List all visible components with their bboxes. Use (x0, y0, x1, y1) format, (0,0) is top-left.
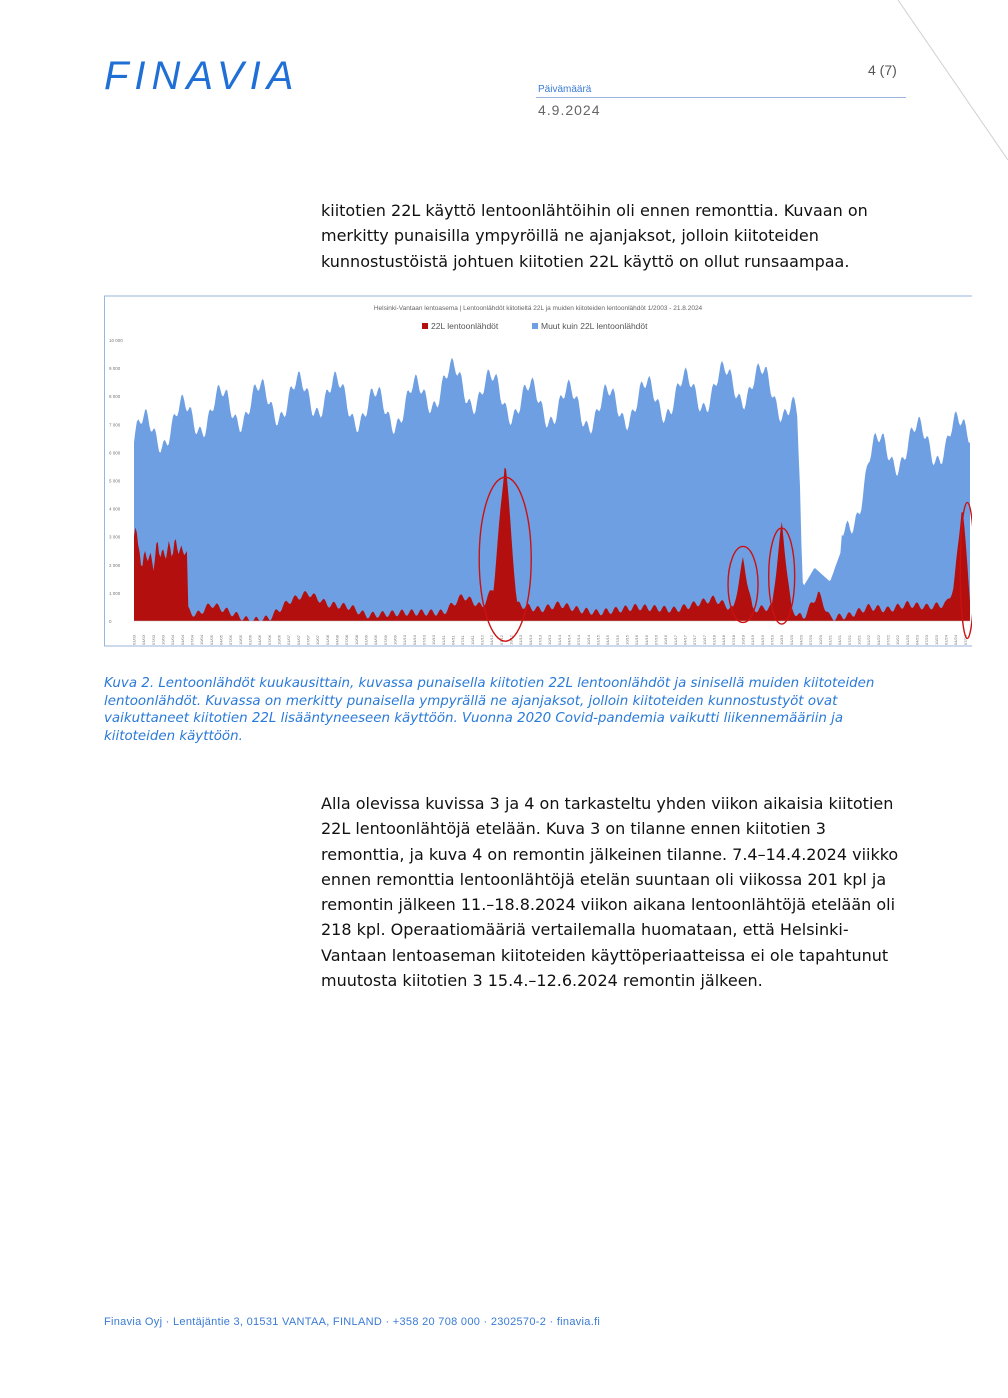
x-tick-label: 10/04 (199, 634, 205, 645)
x-tick-label: 04/23 (914, 634, 920, 645)
x-tick-label: 04/22 (875, 634, 881, 645)
x-tick-label: 04/18 (721, 634, 727, 645)
x-tick-label: 01/07 (286, 634, 292, 645)
legend-label-other: Muut kuin 22L lentoonlähdöt (541, 321, 648, 331)
x-tick-label: 01/12 (479, 634, 485, 645)
x-tick-label: 04/11 (450, 635, 456, 645)
figure-caption: Kuva 2. Lentoonlähdöt kuukausittain, kuvassa punaisella kiitotien 22L lentoonlähdöt ja sinisellä muiden kiitoteiden lentoonlähdöt. Kuvassa on merkitty punaisella ympyrällä ne ajanjaksot, jolloin kiitoteiden kunnostustyöt ovat vaikuttaneet kiitotien 22L lisääntyneeseen käyttöön. Vuonna 2020 Covid-pandemia vaikutti liikennemääriin ja kiitoteiden käyttöön. (104, 676, 875, 744)
x-tick-label: 01/13 (518, 634, 524, 645)
x-tick-label: 01/05 (208, 634, 214, 645)
x-tick-label: 10/19 (779, 634, 785, 645)
x-tick-label: 07/21 (846, 634, 852, 645)
x-tick-label: 10/07 (315, 634, 321, 645)
x-tick-label: 07/13 (537, 634, 543, 645)
x-tick-label: 07/03 (150, 634, 156, 645)
x-tick-label: 01/10 (402, 634, 408, 645)
x-tick-label: 04/10 (411, 634, 417, 645)
x-tick-label: 04/15 (605, 634, 611, 645)
x-tick-label: 01/17 (672, 634, 678, 645)
x-tick-label: 07/08 (344, 634, 350, 645)
y-tick-label: 8 000 (109, 394, 121, 400)
x-tick-label: 07/15 (614, 634, 620, 645)
x-tick-label: 01/21 (827, 634, 833, 645)
x-tick-label: 01/16 (634, 634, 640, 645)
x-tick-label: 01/15 (595, 634, 601, 645)
departures-chart (104, 295, 972, 647)
x-tick-label: 10/22 (895, 634, 901, 645)
x-tick-label: 10/17 (701, 634, 707, 645)
y-tick-label: 7 000 (109, 422, 121, 428)
x-tick-label: 04/04 (179, 634, 185, 645)
y-tick-label: 3 000 (109, 534, 121, 540)
header-rule (536, 97, 906, 98)
y-tick-label: 5 000 (109, 478, 121, 484)
x-tick-label: 10/05 (237, 634, 243, 645)
legend-swatch-other (532, 323, 538, 329)
x-tick-label: 01/20 (788, 634, 794, 645)
y-tick-label: 4 000 (109, 506, 121, 512)
x-tick-label: 07/14 (576, 634, 582, 645)
x-tick-label: 10/15 (624, 634, 630, 645)
x-tick-label: 04/05 (218, 634, 224, 645)
x-tick-label: 10/20 (817, 634, 823, 645)
x-tick-label: 07/05 (228, 634, 234, 645)
legend-swatch-22l (422, 323, 428, 329)
page-number: 4 (7) (868, 62, 897, 78)
x-tick-label: 01/18 (711, 634, 717, 645)
x-tick-label: 04/03 (141, 634, 147, 645)
x-tick-label: 01/24 (943, 634, 949, 645)
series-other-area (134, 358, 970, 621)
x-tick-label: 10/11 (469, 635, 475, 645)
x-tick-label: 07/04 (189, 634, 195, 645)
x-tick-label: 01/04 (170, 634, 176, 645)
x-tick-label: 10/21 (856, 634, 862, 645)
x-tick-label: 07/19 (769, 634, 775, 645)
finavia-logo: FINAVIA (104, 54, 300, 98)
y-tick-label: 2 000 (109, 562, 121, 568)
x-tick-label: 04/08 (334, 634, 340, 645)
x-tick-label: 07/18 (730, 634, 736, 645)
x-tick-label: 07/11 (460, 635, 466, 645)
body-paragraph-2: Alla olevissa kuvissa 3 ja 4 on tarkasteltu yhden viikon aikaisia kiitotien 22L lentoonlähtöjä etelään. Kuva 3 on tilanne ennen kiitotien 3 remonttia, ja kuva 4 on remontin jälkeinen tilanne. 7.4–14.4.2024 viikko ennen remonttia lentoonlähtöjä etelän suuntaan oli viikossa 201 kpl ja remontin jälkeen 11.–18.8.2024 viikon aikana lentoonlähtöjä etelään oli 218 kpl. Operaatiomääriä vertailemalla huomataan, että Helsinki-Vantaan lentoaseman kiitoteiden käyttöperiaatteissa ei ole tapahtunut muutosta kiitotien 3 15.4.–12.6.2024 remontin jälkeen. (321, 794, 899, 991)
x-tick-label: 01/14 (556, 634, 562, 645)
y-tick-label: 6 000 (109, 450, 121, 456)
x-tick-label: 10/14 (585, 634, 591, 645)
x-tick-label: 07/24 (962, 634, 968, 645)
document-date: 4.9.2024 (538, 102, 601, 118)
x-tick-label: 04/24 (953, 634, 959, 645)
x-tick-label: 10/03 (160, 634, 166, 645)
x-tick-label: 04/21 (837, 634, 843, 645)
x-tick-label: 07/10 (421, 634, 427, 645)
x-tick-label: 04/09 (373, 634, 379, 645)
x-tick-label: 01/06 (247, 634, 253, 645)
x-tick-label: 01/22 (866, 634, 872, 645)
x-tick-label: 01/09 (363, 634, 369, 645)
chart-svg (104, 295, 972, 647)
chart-title: Helsinki-Vantaan lentoasema | Lentoonlähdöt kiitotieltä 22L ja muiden kiitoteiden lentoonlähdöt 1/2003 - 21.8.2024 (373, 305, 703, 312)
x-tick-label: 01/23 (904, 634, 910, 645)
x-tick-label: 07/06 (266, 634, 272, 645)
y-tick-label: 1 000 (109, 590, 121, 596)
x-tick-label: 10/10 (431, 634, 437, 645)
x-tick-label: 10/23 (933, 634, 939, 645)
x-tick-label: 10/12 (508, 634, 514, 645)
x-tick-label: 07/20 (808, 634, 814, 645)
x-tick-label: 01/08 (324, 634, 330, 645)
x-tick-label: 10/09 (392, 634, 398, 645)
x-tick-label: 04/17 (682, 634, 688, 645)
x-tick-label: 07/17 (692, 634, 698, 645)
x-tick-label: 07/23 (924, 634, 930, 645)
x-tick-label: 04/14 (566, 634, 572, 645)
x-tick-label: 07/16 (653, 634, 659, 645)
x-tick-label: 04/06 (257, 634, 263, 645)
x-tick-label: 07/09 (382, 634, 388, 645)
legend-label-22l: 22L lentoonlähdöt (431, 321, 499, 331)
x-tick-label: 04/13 (527, 634, 533, 645)
x-tick-label: 07/22 (885, 634, 891, 645)
y-tick-label: 10 000 (109, 338, 123, 343)
date-label: Päivämäärä (538, 84, 592, 95)
x-tick-label: 01/11 (440, 635, 446, 645)
x-tick-label: 10/13 (547, 634, 553, 645)
footer-contact: Finavia Oyj · Lentäjäntie 3, 01531 VANTAA, FINLAND · +358 20 708 000 · 2302570-2 · finavia.fi (104, 1316, 601, 1328)
x-tick-label: 04/19 (759, 634, 765, 645)
x-tick-label: 04/12 (489, 634, 495, 645)
page-corner-fold (888, 0, 1008, 170)
y-tick-label: 0 (109, 619, 112, 624)
x-tick-label: 01/19 (750, 634, 756, 645)
x-tick-label: 10/16 (663, 634, 669, 645)
x-tick-label: 10/18 (740, 634, 746, 645)
body-paragraph-1: kiitotien 22L käyttö lentoonlähtöihin oli ennen remonttia. Kuvaan on merkitty punaisilla ympyröillä ne ajanjaksot, jolloin kiitoteiden kunnostustöistä johtuen kiitotien 22L käyttö on ollut runsaampaa. (321, 201, 868, 271)
x-tick-label: 07/12 (498, 634, 504, 645)
x-tick-label: 01/03 (131, 634, 137, 645)
x-tick-label: 04/20 (798, 634, 804, 645)
y-tick-label: 9 000 (109, 366, 121, 372)
x-tick-label: 04/07 (295, 634, 301, 645)
x-tick-label: 04/16 (643, 634, 649, 645)
x-tick-label: 07/07 (305, 634, 311, 645)
x-tick-label: 10/06 (276, 634, 282, 645)
x-tick-label: 10/08 (353, 634, 359, 645)
